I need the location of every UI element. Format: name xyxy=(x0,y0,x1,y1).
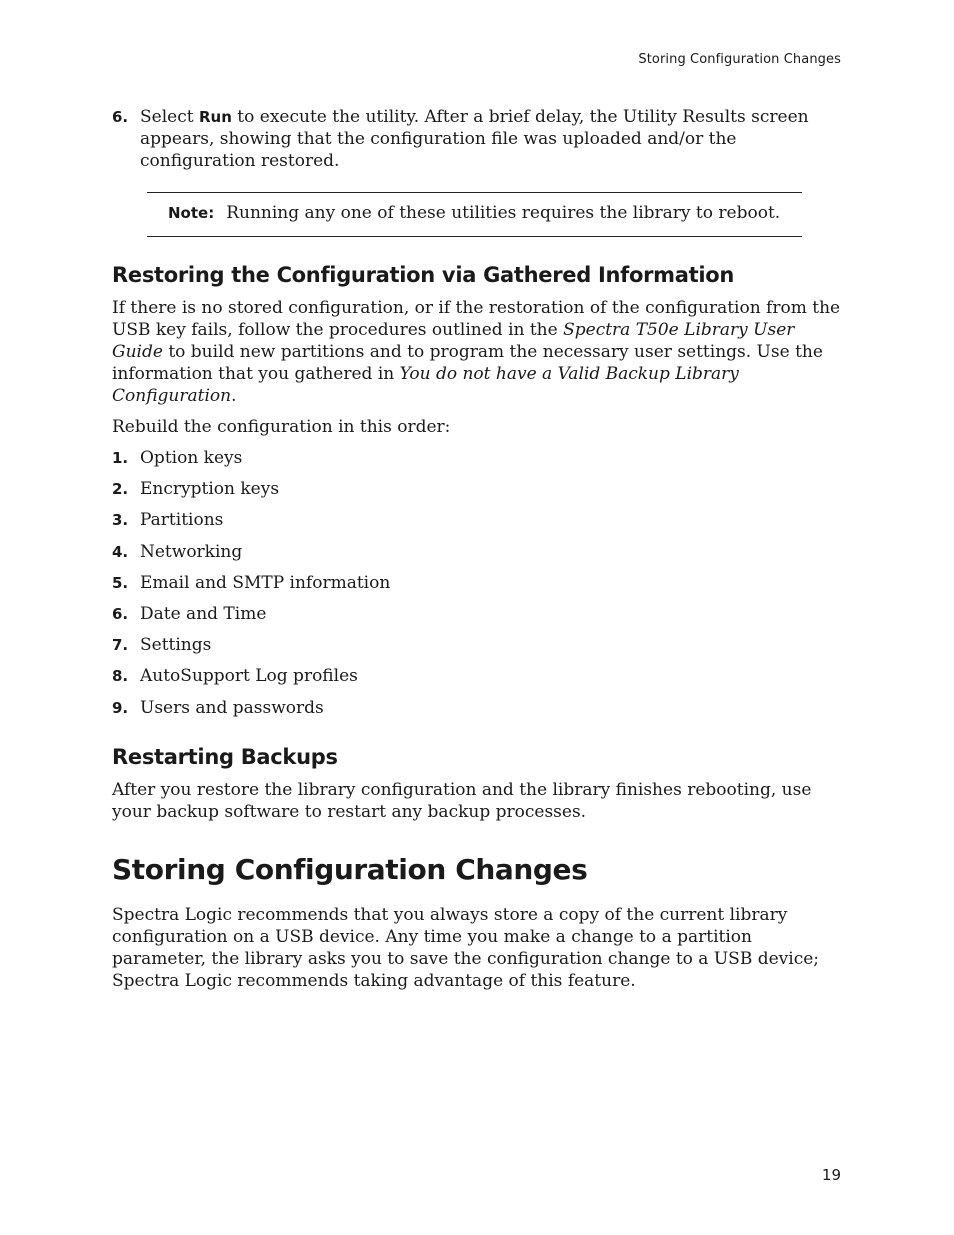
list-item xyxy=(112,478,842,500)
list-text: Partitions xyxy=(140,510,224,531)
running-header: Storing Configuration Changes xyxy=(638,52,841,67)
note-label: Note: xyxy=(168,204,215,222)
list-number: 7. xyxy=(112,636,129,655)
list-text: AutoSupport Log profiles xyxy=(140,666,358,687)
note-box xyxy=(147,192,802,237)
list-number: 5. xyxy=(112,573,129,592)
rebuild-order-intro: Rebuild the configuration in this order: xyxy=(112,417,451,437)
list-item xyxy=(112,634,842,656)
list-number: 4. xyxy=(112,542,129,561)
step-6 xyxy=(112,106,842,172)
list-item xyxy=(112,509,842,531)
list-text: Networking xyxy=(140,541,243,562)
list-item xyxy=(112,665,842,687)
storing-paragraph: Spectra Logic recommends that you always store a copy of the current library configuration on a USB device. Any time you make a change to a partition parameter, the library asks you to save the configuration change to a USB device; Spectra Logic recommends taking advantage of this feature. xyxy=(112,904,820,991)
list-item xyxy=(112,603,842,625)
list-number: 2. xyxy=(112,480,129,499)
list-text: Encryption keys xyxy=(140,479,280,500)
heading-restarting-backups: Restarting Backups xyxy=(112,744,338,769)
restore-para-part2: to build new partitions and to program the necessary user settings. Use the information that you gathered in xyxy=(112,342,823,384)
restore-para-part3: . xyxy=(231,386,237,406)
restart-paragraph: After you restore the library configuration and the library finishes rebooting, use your backup software to restart any backup processes. xyxy=(112,779,812,822)
page-content xyxy=(112,106,842,1001)
list-item xyxy=(112,572,842,594)
list-text: Option keys xyxy=(140,448,243,468)
reference-no-valid-backup: You do not have a Valid Backup Library Configuration xyxy=(112,364,739,406)
rebuild-order-list xyxy=(112,447,842,719)
page-number: 19 xyxy=(821,1166,841,1184)
list-number: 3. xyxy=(112,511,129,530)
list-text: Email and SMTP information xyxy=(140,572,391,593)
step-number: 6. xyxy=(112,108,129,126)
list-item xyxy=(112,697,842,719)
list-item xyxy=(112,541,842,563)
restore-paragraph xyxy=(112,297,842,407)
heading-storing-configuration-changes: Storing Configuration Changes xyxy=(112,852,588,886)
restore-para-part1: If there is no stored configuration, or if the restoration of the configuration from the USB key fails, follow the procedures outlined in the xyxy=(112,298,841,340)
reference-user-guide: Spectra T50e Library User Guide xyxy=(112,320,795,362)
list-number: 1. xyxy=(112,449,129,467)
list-text: Date and Time xyxy=(140,603,267,624)
list-number: 6. xyxy=(112,604,129,623)
list-item xyxy=(112,447,842,469)
run-ui-term: Run xyxy=(198,108,232,126)
step-text-before: Select xyxy=(140,107,199,127)
note-text: Running any one of these utilities requires the library to reboot. xyxy=(226,203,781,223)
heading-restoring-configuration: Restoring the Configuration via Gathered Information xyxy=(112,263,735,287)
list-text: Settings xyxy=(140,635,212,656)
step-text-after: to execute the utility. After a brief delay, the Utility Results screen appears, showing that the configuration file was uploaded and/or the configuration restored. xyxy=(140,107,809,171)
list-number: 8. xyxy=(112,667,129,686)
list-text: Users and passwords xyxy=(140,697,324,718)
list-number: 9. xyxy=(112,698,129,717)
